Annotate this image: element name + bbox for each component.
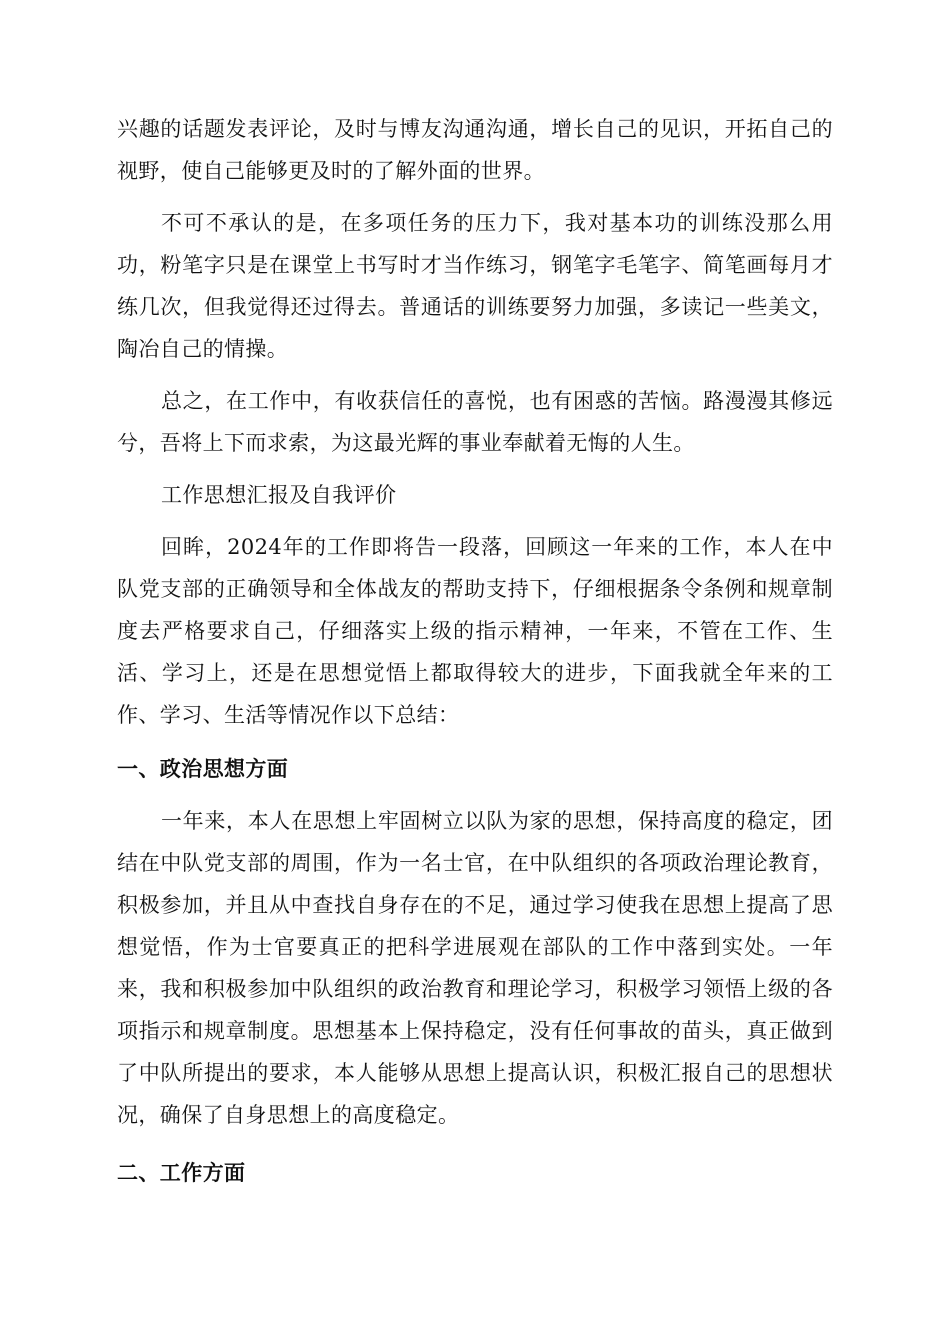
heading-work: 二、工作方面 (117, 1161, 246, 1185)
section-title: 工作思想汇报及自我评价 (161, 483, 397, 507)
paragraph-political-thought: 一年来，本人在思想上牢固树立以队为家的思想，保持高度的稳定，团结在中队党支部的周围，作为一名士官，在中队组织的各项政治理论教育，积极参加，并且从中查找自身存在的不足，通过学习使我在思想上提高了思想觉悟，作为士官要真正的把科学进展观在部队的工作中落到实处。一年来，我和积极参加中队组织的政治教育和理论学习，积极学习领悟上级的各项指示和规章制度。思想基本上保持稳定，没有任何事故的苗头，真正做到了中队所提出的要求，本人能够从思想上提高认识，积极汇报自己的思想状况，确保了自身思想上的高度稳定。 (117, 809, 833, 1127)
heading-political-thought: 一、政治思想方面 (117, 757, 289, 781)
paragraph-continuation: 兴趣的话题发表评论，及时与博友沟通沟通，增长自己的见识，开拓自己的视野，使自己能够更及时的了解外面的世界。 (117, 117, 833, 183)
paragraph-year-review: 回眸，2024年的工作即将告一段落，回顾这一年来的工作，本人在中队党支部的正确领导和全体战友的帮助支持下，仔细根据条令条例和规章制度去严格要求自己，仔细落实上级的指示精神，一年来，不管在工作、生活、学习上，还是在思想觉悟上都取得较大的进步，下面我就全年来的工作、学习、生活等情况作以下总结： (117, 535, 833, 727)
paragraph-basic-skills: 不可不承认的是，在多项任务的压力下，我对基本功的训练没那么用功，粉笔字只是在课堂上书写时才当作练习，钢笔字毛笔字、简笔画每月才练几次，但我觉得还过得去。普通话的训练要努力加强，多读记一些美文，陶冶自己的情操。 (117, 211, 833, 361)
document-page (117, 108, 833, 1194)
paragraph-conclusion: 总之，在工作中，有收获信任的喜悦，也有困惑的苦恼。路漫漫其修远兮，吾将上下而求索，为这最光辉的事业奉献着无悔的人生。 (117, 389, 833, 455)
